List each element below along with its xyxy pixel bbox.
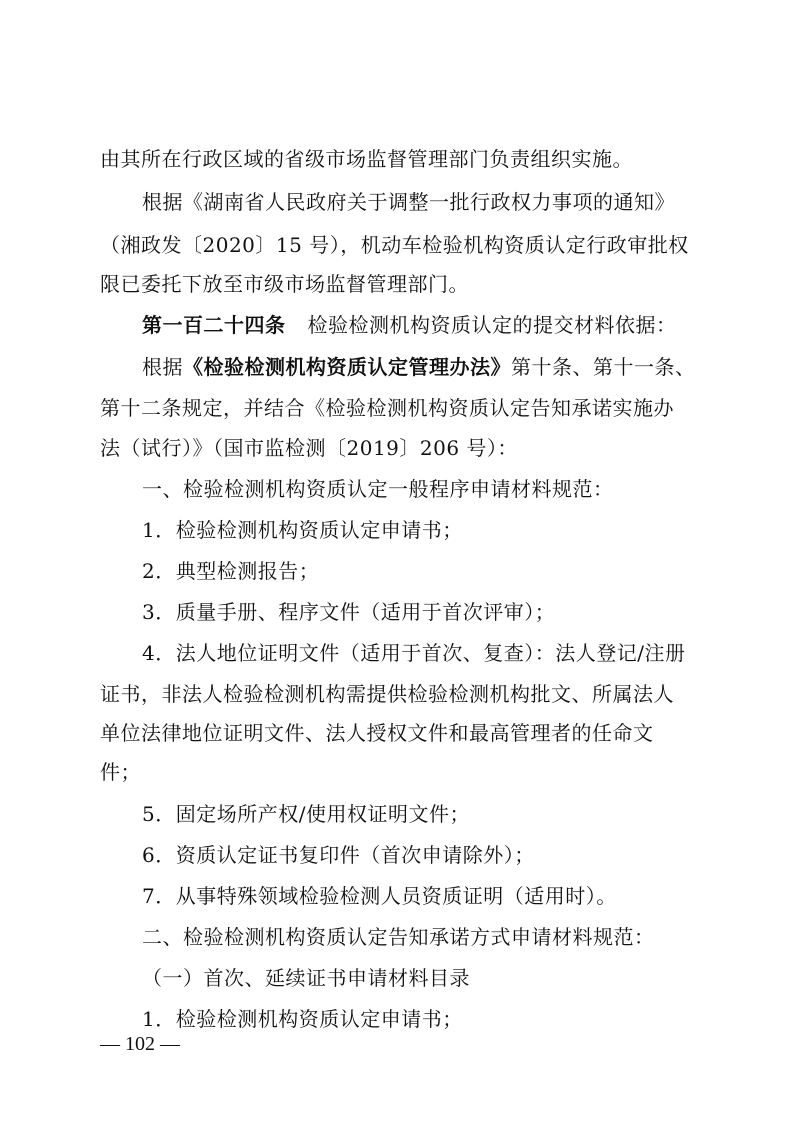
list-item: 5．固定场所产权/使用权证明文件； <box>142 802 470 826</box>
article-title: 检验检测机构资质认定的提交材料依据： <box>307 313 677 337</box>
paragraph-line: 法（试行）》（国市监检测〔2019〕206 号）： <box>100 436 518 460</box>
list-item: 1．检验检测机构资质认定申请书； <box>142 518 463 542</box>
section-heading: 一、检验检测机构资质认定一般程序申请材料规范： <box>142 477 614 501</box>
basis-prefix: 根据 <box>142 355 183 379</box>
list-item: 2．典型检测报告； <box>142 559 320 583</box>
paragraph-line: 第十二条规定，并结合《检验检测机构资质认定告知承诺实施办 <box>100 396 674 420</box>
list-item: 7．从事特殊领域检验检测人员资质证明（适用时）。 <box>142 884 617 908</box>
list-item: 3．质量手册、程序文件（适用于首次评审）； <box>142 600 556 624</box>
page-number: — 102 — <box>100 1033 180 1055</box>
list-item-continuation: 证书，非法人检验检测机构需提供检验检测机构批文、所属法人 <box>100 682 674 706</box>
list-item: 6．资质认定证书复印件（首次申请除外）； <box>142 843 535 867</box>
section-heading: 二、检验检测机构资质认定告知承诺方式申请材料规范： <box>142 925 655 949</box>
subsection-heading: （一）首次、延续证书申请材料目录 <box>142 966 470 990</box>
paragraph-line: 根据《湖南省人民政府关于调整一批行政权力事项的通知》 <box>142 190 675 214</box>
paragraph-line: （湘政发〔2020〕15 号），机动车检验机构资质认定行政审批权 <box>100 233 689 257</box>
basis-line <box>0 353 793 381</box>
list-item: 4．法人地位证明文件（适用于首次、复查）：法人登记/注册 <box>142 641 686 665</box>
paragraph-line: 限已委托下放至市级市场监督管理部门。 <box>100 272 469 296</box>
list-item-continuation: 单位法律地位证明文件、法人授权文件和最高管理者的任命文 <box>100 721 654 745</box>
paragraph-line: 由其所在行政区域的省级市场监督管理部门负责组织实施。 <box>100 147 633 171</box>
list-item: 1．检验检测机构资质认定申请书； <box>142 1007 463 1031</box>
article-line <box>0 311 793 339</box>
basis-suffix: 第十条、第十一条、 <box>511 355 696 379</box>
basis-bold-title: 《检验检测机构资质认定管理办法》 <box>183 355 511 379</box>
list-item-continuation: 件； <box>100 760 141 784</box>
article-heading: 第一百二十四条 <box>142 313 286 337</box>
